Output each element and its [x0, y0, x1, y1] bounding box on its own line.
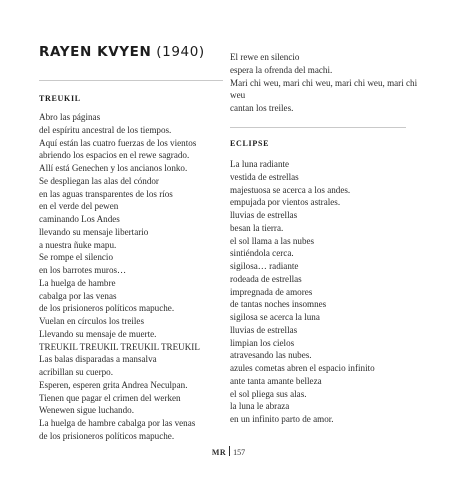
poem-line: Vuelan en círculos los treiles — [39, 316, 145, 326]
poem-line: el sol llama a las nubes — [230, 235, 315, 246]
poem-line: La huelga de hambre cabalga por las venas — [39, 418, 196, 428]
poem-line: La huelga de hambre — [39, 277, 116, 288]
poem-line: Llevando su mensaje de muerte. — [39, 328, 157, 339]
poem-line: Wenewen sigue luchando. — [39, 405, 134, 416]
author-heading — [39, 44, 205, 60]
poem-line: atravesando las nubes. — [230, 350, 312, 361]
poem-line: del espíritu ancestral de los tiempos. — [39, 124, 172, 135]
poem-line: impregnada de amores — [230, 286, 313, 297]
divider-right — [230, 127, 406, 128]
poem-title-eclipse: ECLIPSE — [230, 139, 270, 148]
poem-line: en las aguas transparentes de los ríos — [39, 188, 173, 199]
poem-line: a nuestra ñuke mapu. — [39, 239, 117, 250]
poem-line: ante tanta amante belleza — [230, 375, 322, 386]
poem-line: TREUKIL TREUKIL TREUKIL TREUKIL — [39, 341, 200, 352]
poem-line: lluvias de estrellas — [230, 324, 298, 335]
poem-line: lluvias de estrellas — [230, 210, 298, 220]
poem-line: Esperen, esperen grita Andrea Neculpan. — [39, 379, 188, 390]
poem-line: rodeada de estrellas — [230, 273, 302, 284]
footer-label: MR — [211, 448, 227, 457]
divider-left — [39, 80, 223, 81]
poem-line: La luna radiante — [230, 159, 290, 169]
poem-line: besan la tierra. — [230, 222, 284, 233]
poem-line: de los prisioneros políticos mapuche. — [39, 303, 175, 314]
poem-line: azules cometas abren el espacio infinito — [230, 363, 375, 373]
poem-line: de tantas noches insomnes — [230, 299, 327, 310]
poem-line: Las balas disparadas a mansalva — [39, 354, 157, 365]
poem-line: de los prisioneros políticos mapuche. — [39, 430, 175, 441]
poem-line: Se rompe el silencio — [39, 252, 113, 263]
poem-line: en los barrotes muros… — [39, 265, 127, 275]
poem-line: caminando Los Andes — [39, 214, 120, 224]
poem-line: empujada por vientos astrales. — [230, 197, 341, 208]
page-footer — [0, 446, 457, 457]
poem-line: Se despliegan las alas del cóndor — [39, 175, 159, 186]
poem-line: vestida de estrellas — [230, 171, 299, 182]
poem-line: majestuosa se acerca a los andes. — [230, 184, 351, 195]
poem-line: el sol pliega sus alas. — [230, 388, 307, 399]
poem-line: Abro las páginas — [39, 112, 101, 122]
poem-title-treukil: TREUKIL — [39, 94, 81, 103]
poem-line: Aquí están las cuatro fuerzas de los vientos — [39, 137, 197, 148]
poem-line: Allí está Genechen y los ancianos lonko. — [39, 163, 188, 173]
poem-line: cantan los treiles. — [230, 103, 294, 113]
poem-line: cabalga por las venas — [39, 290, 117, 301]
page-number: 157 — [233, 448, 246, 457]
poem-line: abriendo los espacios en el rewe sagrado. — [39, 150, 190, 161]
author-years: (1940) — [156, 44, 205, 60]
footer-separator — [229, 446, 230, 456]
poem-line: la luna le abraza — [230, 401, 290, 412]
poem-line: weu — [230, 90, 246, 101]
poem-treukil-body — [39, 111, 200, 443]
poem-line: Mari chi weu, mari chi weu, mari chi weu, mari chi — [230, 77, 418, 88]
poem-eclipse-body — [230, 158, 375, 426]
poem-line: acribillan su cuerpo. — [39, 367, 113, 377]
poem-line: en un infinito parto de amor. — [230, 414, 334, 424]
poem-line: El rewe en silencio — [230, 52, 300, 62]
poem-line: sigilosa… radiante — [230, 261, 299, 271]
poem-line: sigilosa se acerca la luna — [230, 312, 320, 322]
author-name: RAYEN KVYEN — [39, 44, 152, 60]
poem-line: sintiéndola cerca. — [230, 248, 294, 259]
poem-line: limpian los cielos — [230, 337, 295, 348]
poem-line: llevando su mensaje libertario — [39, 226, 149, 237]
poem-line: en el verde del pewen — [39, 201, 119, 212]
poem-line: Tienen que pagar el crimen del werken — [39, 392, 181, 403]
poem-line: espera la ofrenda del machi. — [230, 64, 333, 75]
poem-treukil-continuation — [230, 51, 417, 115]
